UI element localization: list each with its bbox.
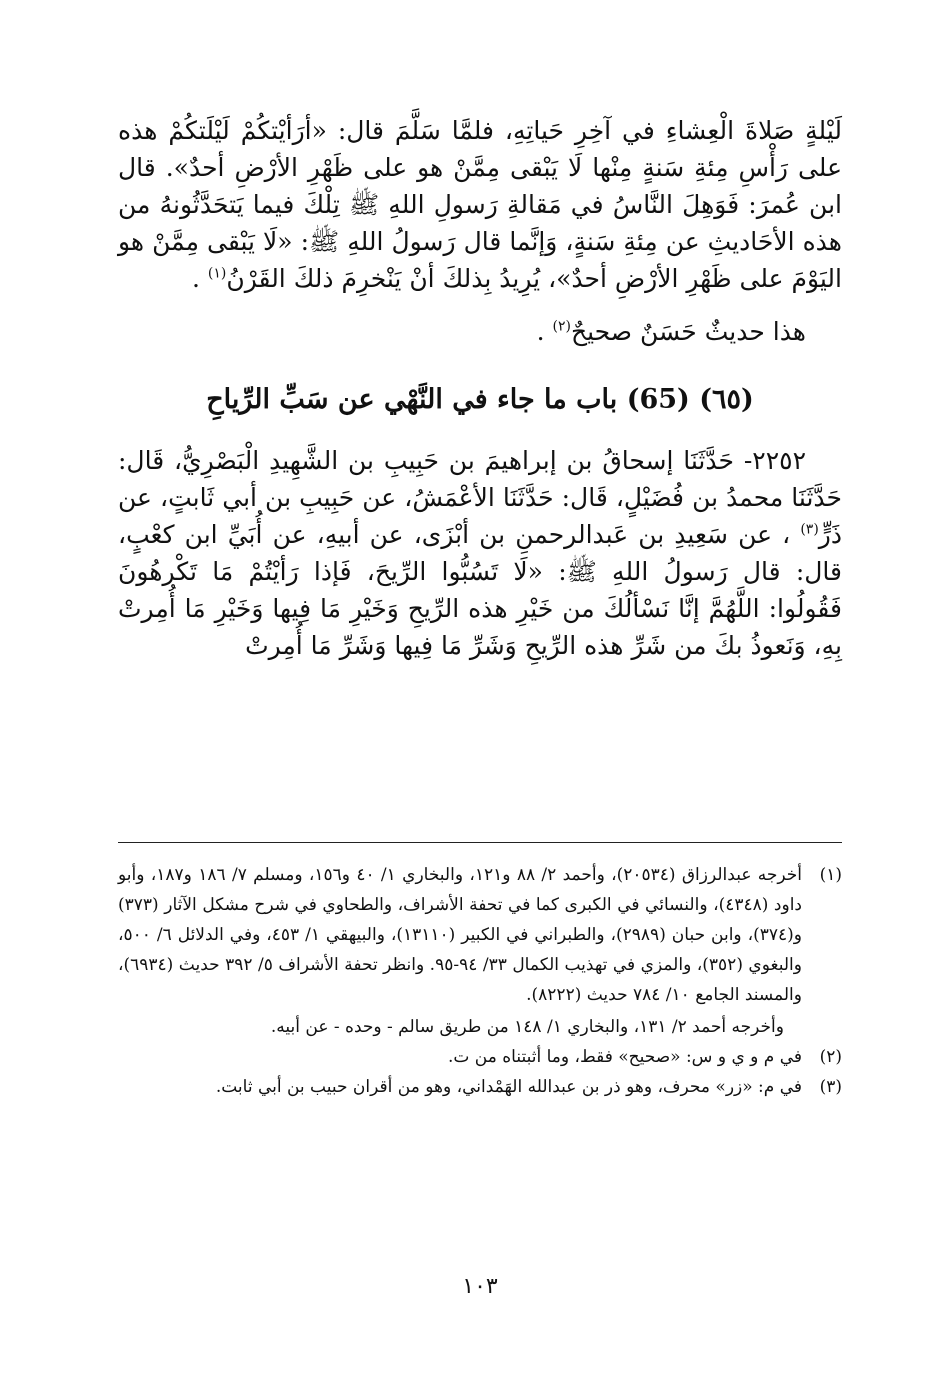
footnote-number: (١) — [819, 865, 842, 885]
footnote-text: أخرجه عبدالرزاق (٢٠٥٣٤)، وأحمد ٢/ ٨٨ و١٢١، والبخاري ١/ ٤٠ و١٥٦، ومسلم ٧/ ١٨٦ و١٨٧، وأبو داود (٤٣٤٨)، والنسائي في الكبرى كما في تحفة الأشراف، والطحاوي في شرح مشكل الآثار (٣٧٣) و(٣٧٤)، وابن حبان (٢٩٨٩)، والطبراني في الكبير (١٣١١٠)، والبيهقي ١/ ٤٥٣، وفي الدلائل ٦/ ٥٠٠، والبغوي (٣٥٢)، والمزي في تهذيب الكمال ٣٣/ ٩٤-٩٥. وانظر تحفة الأشراف ٥/ ٣٩٢ حديث (٦٩٣٤)، والمسند الجامع ١٠/ ٧٨٤ حديث (٨٢٢٢). — [118, 865, 803, 1005]
footnote-separator — [118, 842, 842, 843]
footnote-ref-1[interactable]: (١) — [207, 265, 227, 282]
hadith-ruling-text: هذا حديثٌ حَسَنٌ صحيحٌ — [570, 317, 806, 346]
hadith-2252 — [118, 442, 842, 664]
main-paragraph — [118, 112, 842, 297]
hadith-ruling-end: . — [536, 317, 553, 346]
footnote-number: (٢) — [819, 1047, 842, 1067]
footnotes — [118, 860, 842, 1102]
footnote-number: (٣) — [819, 1077, 842, 1097]
page-number: ١٠٣ — [462, 1274, 498, 1299]
main-paragraph-end: . — [192, 264, 208, 293]
page — [118, 112, 842, 1299]
hadith-text-part1: ٢٢٥٢- حَدَّثَنَا إسحاقُ بن إبراهيمَ بن حَبِيبِ بن الشَّهِيدِ الْبَصْرِيُّ، قَال: حَدَّثَنَا محمدُ بن فُضَيْلٍ، قَال: حَدَّثَنَا الأعْمَشُ، عن حَبِيبِ بن أبي ثَابتٍ، عن ذَرٍّ — [118, 446, 842, 549]
chapter-heading: (٦٥) (65) باب ما جاء في النَّهْي عن سَبِّ الرِّياحِ — [206, 384, 754, 415]
footnote-ref-3[interactable]: (٣) — [800, 521, 819, 538]
footnote-2 — [118, 1042, 842, 1072]
hadith-text-part2: ، عن سَعِيدِ بن عَبدالرحمنِ بن أبْزَى، عن أبيهِ، عن أُبَيِّ ابن كعْبٍ، قال: قال رَسولُ اللهِ ﷺ: «لَا تَسُبُّوا الرِّيحَ، فَإذا رَأيْتُمْ مَا تَكْرهُونَ فَقُولُوا: اللَّهُمَّ إنَّا نَسْألُكَ من خَيْرِ هذه الرِّيحِ وَخَيْرِ مَا فِيها وَخَيْرِ مَا أُمِرتْ بِهِ، وَنَعوذُ بكَ من شَرِّ هذه الرِّيحِ وَشَرِّ مَا فِيها وَشَرِّ مَا أُمِرتْ — [118, 520, 842, 660]
main-paragraph-text: لَيْلةٍ صَلاةَ الْعِشاءِ في آخِرِ حَياتِهِ، فلمَّا سَلَّمَ قال: «أرَأيْتكُمْ لَيْلَتكُمْ هذه على رَأْسِ مِئةِ سَنةٍ مِنْها لَا يَبْقى مِمَّنْ هو على ظَهْرِ الأرْضِ أحدٌ». قال ابن عُمرَ: فَوَهِلَ النَّاسُ في مَقالةِ رَسولِ اللهِ ﷺ تِلْكَ فيما يَتحَدَّثُونهُ من هذه الأحَاديثِ عن مِئةِ سَنةٍ، وَإنَّما قال رَسولُ اللهِ ﷺ: «لَا يَبْقى مِمَّنْ هو اليَوْمَ على ظَهْرِ الأرْضِ أحدٌ»، يُرِيدُ بِذلكَ أنْ يَنْخرِمَ ذلكَ القَرْنُ — [118, 116, 842, 293]
footnote-ref-2[interactable]: (٢) — [552, 318, 571, 335]
footnote-1-continuation: وأخرجه أحمد ٢/ ١٣١، والبخاري ١/ ١٤٨ من طريق سالم - وحده - عن أبيه. — [270, 1017, 784, 1037]
footnote-text: في م و ي و س: «صحيح» فقط، وما أثبتناه من ت. — [447, 1047, 802, 1067]
footnote-text: في م: «زر» محرف، وهو ذر بن عبدالله الهَمْداني، وهو من أقران حبيب بن أبي ثابت. — [215, 1077, 802, 1097]
footnote-1 — [118, 860, 842, 1010]
footnote-3 — [118, 1072, 842, 1102]
hadith-ruling — [118, 313, 806, 350]
